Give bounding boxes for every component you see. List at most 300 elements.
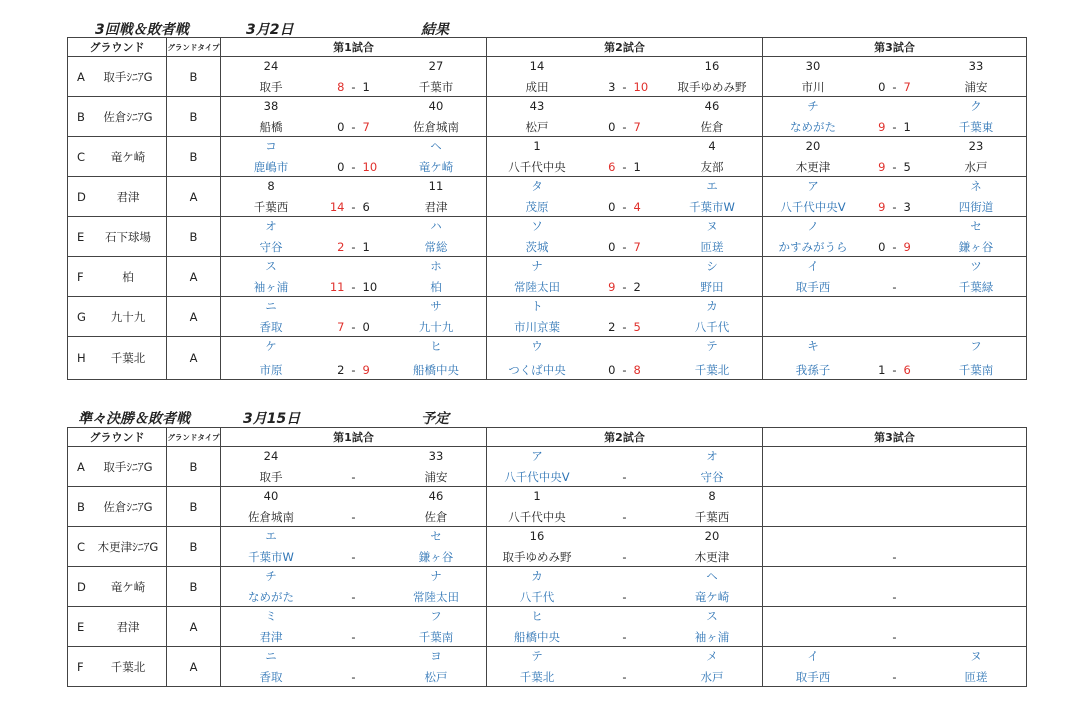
team1-name: 八千代中央V [504, 470, 570, 484]
match-cell [763, 297, 1027, 337]
team1-id: 20 [805, 139, 821, 153]
score-team2: 3 [903, 200, 911, 214]
team2-name: 千葉南 [958, 363, 994, 377]
score-team2: 10 [633, 80, 649, 94]
section1-status: 結果 [421, 22, 449, 38]
team1-id: ニ [265, 649, 277, 663]
ground-name: 竜ケ崎 [110, 149, 146, 164]
team1-id: ノ [807, 219, 819, 233]
ground-cell [68, 57, 167, 97]
score-dash: - [622, 630, 627, 644]
ground-letter: A [77, 459, 85, 474]
team1-name: かすみがうら [778, 240, 848, 254]
table-row [68, 447, 1027, 487]
team2-name: 竜ケ崎 [694, 590, 730, 604]
score-dash: - [622, 590, 627, 604]
match-teams [487, 79, 762, 95]
team1-id: 1 [533, 139, 541, 153]
team2-name: 匝瑳 [964, 670, 988, 684]
score-dash: - [622, 470, 627, 484]
ground-letter: D [77, 579, 86, 594]
ground-name: 竜ケ崎 [110, 579, 146, 594]
score-team1: 8 [337, 80, 345, 94]
match-teams [221, 629, 486, 645]
team2-name: 千葉西 [694, 510, 730, 524]
score-dash: - [351, 120, 356, 134]
team2-id: 46 [704, 99, 720, 113]
score-team1: 2 [608, 320, 616, 334]
team2-id: セ [430, 529, 442, 543]
ground-type-header: グランドタイプ [167, 428, 221, 447]
match-cell [487, 177, 763, 217]
team1-id: エ [265, 529, 277, 543]
team2-name: 千葉緑 [958, 280, 994, 294]
ground-letter: H [77, 351, 86, 365]
team1-id: 30 [805, 59, 821, 73]
match-cell [221, 97, 487, 137]
score-team1: 9 [608, 280, 616, 294]
team2-id: ス [706, 609, 718, 623]
team2-id: フ [970, 339, 982, 353]
score-team2: 6 [903, 363, 911, 377]
match-cell [763, 57, 1027, 97]
team2-id: 33 [428, 449, 444, 463]
match-ids [221, 448, 486, 464]
ground-name: 佐倉ｼﾆｱG [103, 109, 153, 124]
match-ids [487, 218, 762, 234]
score-dash: - [622, 120, 627, 134]
team1-name: 守谷 [259, 240, 283, 254]
match-teams [763, 669, 1026, 685]
score-team1: 11 [329, 280, 345, 294]
match-ids [487, 488, 762, 504]
team2-name: 浦安 [424, 470, 448, 484]
score [590, 159, 660, 175]
ground-type: B [167, 57, 221, 97]
ground-cell [68, 647, 167, 687]
ground-letter: G [77, 309, 86, 324]
score-dash: - [351, 670, 356, 684]
match-ids [487, 98, 762, 114]
match-teams [487, 159, 762, 175]
section2-date: 3月15日 [243, 411, 301, 427]
match-teams [487, 239, 762, 255]
team2-id: 23 [968, 139, 984, 153]
team1-name: 木更津 [795, 160, 831, 174]
score-team2: 1 [903, 120, 911, 134]
score-dash: - [351, 590, 356, 604]
match-cell [763, 257, 1027, 297]
team1-id: 38 [263, 99, 279, 113]
score-dash: - [351, 630, 356, 644]
match-cell [487, 297, 763, 337]
match1-header: 第1試合 [221, 428, 487, 447]
match-teams [221, 319, 486, 335]
team1-id: 16 [529, 529, 545, 543]
score-team2: 9 [903, 240, 911, 254]
ground-name: 九十九 [110, 309, 146, 324]
match-teams [487, 199, 762, 215]
team2-id: ク [970, 99, 982, 113]
team1-id: コ [265, 139, 277, 153]
match-ids [221, 298, 486, 314]
team2-id: ナ [430, 569, 442, 583]
match-teams [221, 509, 486, 525]
match-teams [487, 362, 762, 378]
score-team1: 2 [337, 240, 345, 254]
score-team1: 3 [608, 80, 616, 94]
team2-id: ヌ [706, 219, 718, 233]
match-cell [487, 527, 763, 567]
match-ids [763, 98, 1026, 114]
team2-id: ヘ [430, 139, 442, 153]
score-team2: 5 [903, 160, 911, 174]
team1-name: 千葉北 [519, 670, 555, 684]
score-dash: - [351, 470, 356, 484]
ground-name: 君津 [116, 619, 140, 634]
score [590, 119, 660, 135]
ground-header: グラウンド [68, 428, 167, 447]
match-ids [763, 258, 1026, 274]
score-dash: - [351, 200, 356, 214]
team2-name: 袖ヶ浦 [694, 630, 730, 644]
team1-name: 市川 [801, 80, 825, 94]
ground-type: B [167, 487, 221, 527]
team1-name: 八千代中央 [508, 510, 566, 524]
score-dash: - [351, 320, 356, 334]
ground-cell [68, 297, 167, 337]
score-team1: 2 [337, 363, 345, 377]
score-team1: 9 [878, 160, 886, 174]
team2-id: 4 [708, 139, 716, 153]
team1-name: 市川京葉 [514, 320, 560, 334]
score-dash: - [622, 363, 627, 377]
match-ids [487, 138, 762, 154]
match-ids [487, 448, 762, 464]
match-ids [221, 648, 486, 664]
score [319, 239, 389, 255]
match-cell [221, 567, 487, 607]
score-team2: 0 [362, 320, 370, 334]
score-team1: 0 [608, 240, 616, 254]
match-cell [487, 337, 763, 380]
score-team2: 10 [362, 160, 378, 174]
ground-cell [68, 527, 167, 567]
match-ids [487, 58, 762, 74]
match-teams [221, 199, 486, 215]
team1-name: 茂原 [525, 200, 549, 214]
table-row [68, 257, 1027, 297]
score-team1: 0 [608, 363, 616, 377]
match-ids [221, 98, 486, 114]
score-dash: - [622, 550, 627, 564]
team2-name: 松戸 [424, 670, 448, 684]
table-row [68, 607, 1027, 647]
score-dash: - [622, 80, 627, 94]
score-team2: 10 [362, 280, 378, 294]
match-ids [221, 218, 486, 234]
table-row [68, 137, 1027, 177]
team2-name: 佐倉城南 [413, 120, 459, 134]
team2-name: 水戸 [964, 160, 988, 174]
score [319, 362, 389, 378]
team2-name: 千葉市 [418, 80, 454, 94]
match-cell [221, 607, 487, 647]
score [590, 469, 660, 485]
team1-id: ヒ [531, 609, 543, 623]
ground-type: A [167, 607, 221, 647]
team2-id: 8 [708, 489, 716, 503]
score-dash: - [351, 363, 356, 377]
score-team1: 9 [878, 200, 886, 214]
team1-name: 我孫子 [795, 363, 831, 377]
team2-id: 11 [428, 179, 444, 193]
score [319, 279, 389, 295]
score-team1: 0 [878, 80, 886, 94]
match-cell [763, 337, 1027, 380]
score-team2: 7 [633, 240, 641, 254]
score-team2: 1 [362, 240, 370, 254]
ground-letter: B [77, 109, 85, 124]
ground-type: A [167, 257, 221, 297]
match-cell [763, 487, 1027, 527]
ground-cell [68, 177, 167, 217]
team1-name: なめがた [790, 120, 836, 134]
team2-id: メ [706, 649, 718, 663]
team1-id: イ [807, 649, 819, 663]
team1-id: タ [531, 179, 543, 193]
match-teams [763, 79, 1026, 95]
score [319, 589, 389, 605]
match-ids [221, 568, 486, 584]
team1-id: キ [807, 339, 819, 353]
score-team1: 9 [878, 120, 886, 134]
team2-name: 四街道 [958, 200, 994, 214]
score [319, 119, 389, 135]
team1-id: ウ [531, 339, 543, 353]
team2-name: 木更津 [694, 550, 730, 564]
match-teams [487, 589, 762, 605]
team2-name: 常陸太田 [413, 590, 459, 604]
match-cell [221, 647, 487, 687]
team1-id: 8 [267, 179, 275, 193]
ground-cell [68, 137, 167, 177]
score-dash: - [892, 120, 897, 134]
match2-header: 第2試合 [487, 38, 763, 57]
score-dash: - [622, 280, 627, 294]
team2-name: 友部 [700, 160, 724, 174]
match-ids [221, 608, 486, 624]
match3-header: 第3試合 [763, 38, 1027, 57]
team1-id: ケ [265, 339, 277, 353]
match-cell [763, 607, 1027, 647]
score [860, 199, 930, 215]
team1-name: 八千代中央 [508, 160, 566, 174]
team2-id: ハ [430, 219, 442, 233]
score-dash: - [892, 670, 897, 684]
score-dash: - [622, 510, 627, 524]
match-teams [487, 509, 762, 525]
match-teams [487, 469, 762, 485]
team1-id: 24 [263, 449, 279, 463]
match-ids [763, 338, 1026, 354]
ground-type: A [167, 337, 221, 380]
ground-name: 取手ｼﾆｱG [103, 459, 153, 474]
match-ids [763, 58, 1026, 74]
team1-id: チ [265, 569, 277, 583]
table-row [68, 57, 1027, 97]
section1-title: 3回戦＆敗者戦 [95, 22, 189, 38]
score-dash: - [622, 240, 627, 254]
score [590, 629, 660, 645]
score-team2: 1 [362, 80, 370, 94]
team1-id: ト [531, 299, 543, 313]
match-teams [487, 629, 762, 645]
match-ids [763, 648, 1026, 664]
match-cell [763, 177, 1027, 217]
match-teams [221, 549, 486, 565]
team2-name: 守谷 [700, 470, 724, 484]
table-row [68, 567, 1027, 607]
team2-id: カ [706, 299, 718, 313]
score [860, 159, 930, 175]
team2-name: 水戸 [700, 670, 724, 684]
team2-id: 46 [428, 489, 444, 503]
team1-name: 船橋中央 [514, 630, 560, 644]
ground-type: B [167, 97, 221, 137]
ground-name: 柏 [122, 269, 134, 284]
ground-name: 千葉北 [110, 659, 146, 674]
ground-type: B [167, 137, 221, 177]
score-team1: 0 [878, 240, 886, 254]
match-cell [763, 97, 1027, 137]
score [319, 319, 389, 335]
score-dash: - [622, 200, 627, 214]
ground-cell [68, 257, 167, 297]
match-cell [487, 487, 763, 527]
match-cell [763, 217, 1027, 257]
score-dash: - [892, 160, 897, 174]
ground-letter: C [77, 539, 86, 554]
score-team1: 0 [337, 160, 345, 174]
ground-letter: B [77, 499, 85, 514]
score-team2: 1 [633, 160, 641, 174]
score [590, 589, 660, 605]
team1-name: 鹿嶋市 [253, 160, 289, 174]
ground-letter: F [77, 269, 84, 284]
ground-cell [68, 567, 167, 607]
results-table [67, 37, 1027, 380]
team2-name: 九十九 [418, 320, 454, 334]
team1-id: ス [265, 259, 277, 273]
score [860, 79, 930, 95]
team1-id: ア [807, 179, 819, 193]
ground-name: 石下球場 [105, 229, 151, 244]
match-teams [487, 279, 762, 295]
match-ids [487, 298, 762, 314]
ground-name: 君津 [116, 189, 140, 204]
match-teams [487, 119, 762, 135]
team1-name: 市原 [259, 363, 283, 377]
team2-id: ヘ [706, 569, 718, 583]
team2-name: 佐倉 [700, 120, 724, 134]
team2-name: 千葉南 [418, 630, 454, 644]
team1-id: ナ [531, 259, 543, 273]
match-cell [221, 57, 487, 97]
ground-cell [68, 607, 167, 647]
match-teams [763, 199, 1026, 215]
team1-name: 取手西 [795, 670, 831, 684]
team2-id: ホ [430, 259, 442, 273]
team2-name: 千葉北 [694, 363, 730, 377]
score-dash: - [892, 200, 897, 214]
team1-name: 千葉市W [248, 550, 294, 564]
score-dash: - [892, 280, 897, 294]
score [319, 469, 389, 485]
team1-id: 43 [529, 99, 545, 113]
score-team1: 0 [337, 120, 345, 134]
score-team2: 5 [633, 320, 641, 334]
score-team2: 8 [633, 363, 641, 377]
team2-id: エ [706, 179, 718, 193]
score [590, 279, 660, 295]
team1-id: カ [531, 569, 543, 583]
ground-name: 取手ｼﾆｱG [103, 69, 153, 84]
score-dash: - [892, 240, 897, 254]
match-cell [221, 297, 487, 337]
match2-header: 第2試合 [487, 428, 763, 447]
match-teams [763, 239, 1026, 255]
score-team2: 7 [633, 120, 641, 134]
match-cell [487, 97, 763, 137]
section2-title: 準々決勝＆敗者戦 [78, 411, 190, 427]
match-teams [487, 319, 762, 335]
team2-id: ヨ [430, 649, 442, 663]
team1-id: ミ [265, 609, 277, 623]
ground-type: B [167, 527, 221, 567]
match-cell [221, 337, 487, 380]
match-ids [487, 178, 762, 194]
team2-name: 船橋中央 [413, 363, 459, 377]
match-teams [221, 469, 486, 485]
score-dash: - [351, 280, 356, 294]
match-ids [763, 138, 1026, 154]
table-row [68, 337, 1027, 380]
team1-name: 君津 [259, 630, 283, 644]
score-team1: 0 [608, 120, 616, 134]
match-teams [221, 79, 486, 95]
score-dash: - [351, 80, 356, 94]
ground-type: A [167, 297, 221, 337]
team1-name: つくば中央 [508, 363, 566, 377]
team2-name: 鎌ヶ谷 [958, 240, 994, 254]
ground-cell [68, 487, 167, 527]
team1-name: 取手ゆめみ野 [502, 550, 572, 564]
match-teams [487, 669, 762, 685]
score [590, 199, 660, 215]
match1-header: 第1試合 [221, 38, 487, 57]
team1-id: ソ [531, 219, 543, 233]
match-teams [221, 239, 486, 255]
team2-id: シ [706, 259, 718, 273]
match-cell [763, 447, 1027, 487]
match-ids [487, 608, 762, 624]
score-dash: - [892, 363, 897, 377]
score-dash: - [622, 160, 627, 174]
match-cell [221, 177, 487, 217]
ground-header: グラウンド [68, 38, 167, 57]
score-dash: - [351, 160, 356, 174]
